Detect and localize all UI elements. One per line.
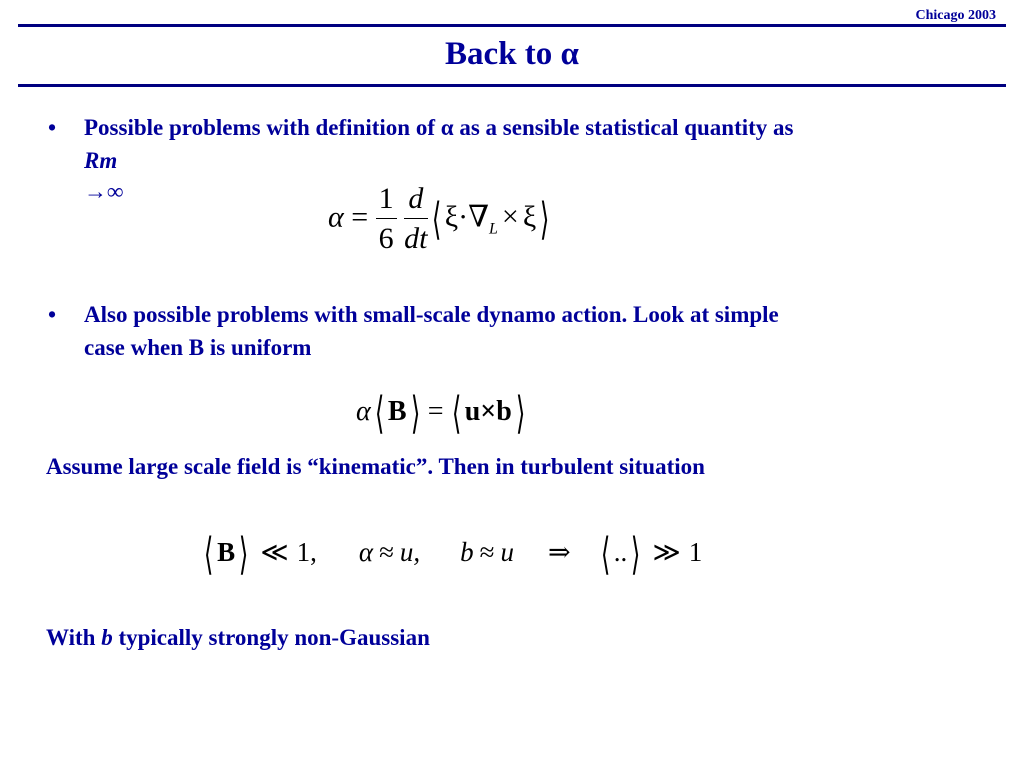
cross-operator: × — [480, 396, 497, 427]
nabla-symbol: ∇ — [468, 200, 490, 234]
closing-prefix: With — [46, 625, 102, 650]
alpha-emf-equation — [356, 390, 529, 436]
left-angle-bracket: ⟨ — [600, 529, 610, 579]
mean-field-b: B — [387, 396, 407, 427]
left-angle-bracket: ⟨ — [451, 388, 461, 438]
right-angle-bracket: ⟩ — [631, 529, 641, 579]
much-less-than: ≪ — [260, 537, 289, 567]
closing-statement — [46, 625, 430, 651]
unity-value: 1, — [296, 537, 317, 567]
eq1-alpha: α — [328, 200, 344, 234]
derivative-numerator: d — [404, 180, 427, 219]
bullet-2-line-1: Also possible problems with small-scale dynamo action. Look at simple — [84, 302, 779, 327]
velocity-scale: u, — [399, 537, 421, 567]
velocity-scale: u — [500, 537, 514, 567]
fraction-d-dt — [404, 180, 427, 259]
approx-symbol: ≈ — [379, 537, 394, 567]
velocity-u: u — [464, 396, 481, 427]
top-rule — [18, 24, 1006, 27]
bullet-1-line-1: Possible problems with definition of α as a sensible statistical quantity as — [84, 115, 794, 140]
bullet-2-line-2: case when B is uniform — [84, 335, 312, 360]
fraction-one-sixth — [376, 180, 397, 259]
xi-symbol: ξ — [444, 200, 459, 234]
bullet-1-line-2 — [84, 145, 123, 207]
eq3-alpha: α — [358, 537, 374, 567]
derivative-denominator: dt — [404, 222, 428, 255]
left-angle-bracket: ⟨ — [431, 194, 441, 244]
rm-symbol: Rm — [84, 148, 118, 173]
field-fluctuation-b: b — [460, 537, 474, 567]
conference-tag: Chicago 2003 — [915, 8, 996, 23]
slide-title: Back to α — [445, 36, 579, 72]
approx-symbol: ≈ — [479, 537, 495, 567]
left-angle-bracket: ⟨ — [203, 529, 214, 579]
turbulent-scaling-equation — [200, 530, 702, 577]
kinematic-statement: Assume large scale field is “kinematic”. Then in turbulent situation — [46, 454, 705, 479]
nabla-subscript: L — [489, 220, 498, 238]
right-angle-bracket: ⟩ — [540, 194, 550, 244]
limit-infinity: →∞ — [84, 179, 124, 204]
fraction-denominator: 6 — [378, 222, 394, 255]
unity-value: 1 — [688, 537, 703, 567]
ellipsis-dots: .. — [613, 537, 628, 567]
eq2-equals: = — [427, 396, 444, 427]
title-rule — [18, 84, 1006, 87]
much-greater-than: ≫ — [652, 537, 681, 567]
fluctuating-b: b — [496, 396, 512, 427]
cross-operator: × — [501, 200, 519, 234]
bullet-marker: • — [48, 302, 57, 327]
bullet-marker: • — [48, 115, 57, 140]
eq2-alpha: α — [356, 396, 371, 427]
right-angle-bracket: ⟩ — [239, 529, 249, 579]
closing-suffix: typically strongly non-Gaussian — [112, 625, 430, 650]
right-angle-bracket: ⟩ — [515, 388, 526, 438]
xi-symbol: ξ — [522, 200, 537, 234]
right-angle-bracket: ⟩ — [410, 388, 420, 438]
implies-arrow: ⇒ — [547, 537, 571, 567]
eq1-equals: = — [351, 200, 369, 234]
left-angle-bracket: ⟨ — [374, 388, 385, 438]
closing-variable-b: b — [101, 625, 113, 650]
mean-field-b: B — [217, 537, 236, 567]
fraction-numerator: 1 — [376, 180, 397, 219]
alpha-definition-equation — [328, 180, 553, 259]
dot-operator: · — [458, 200, 469, 234]
